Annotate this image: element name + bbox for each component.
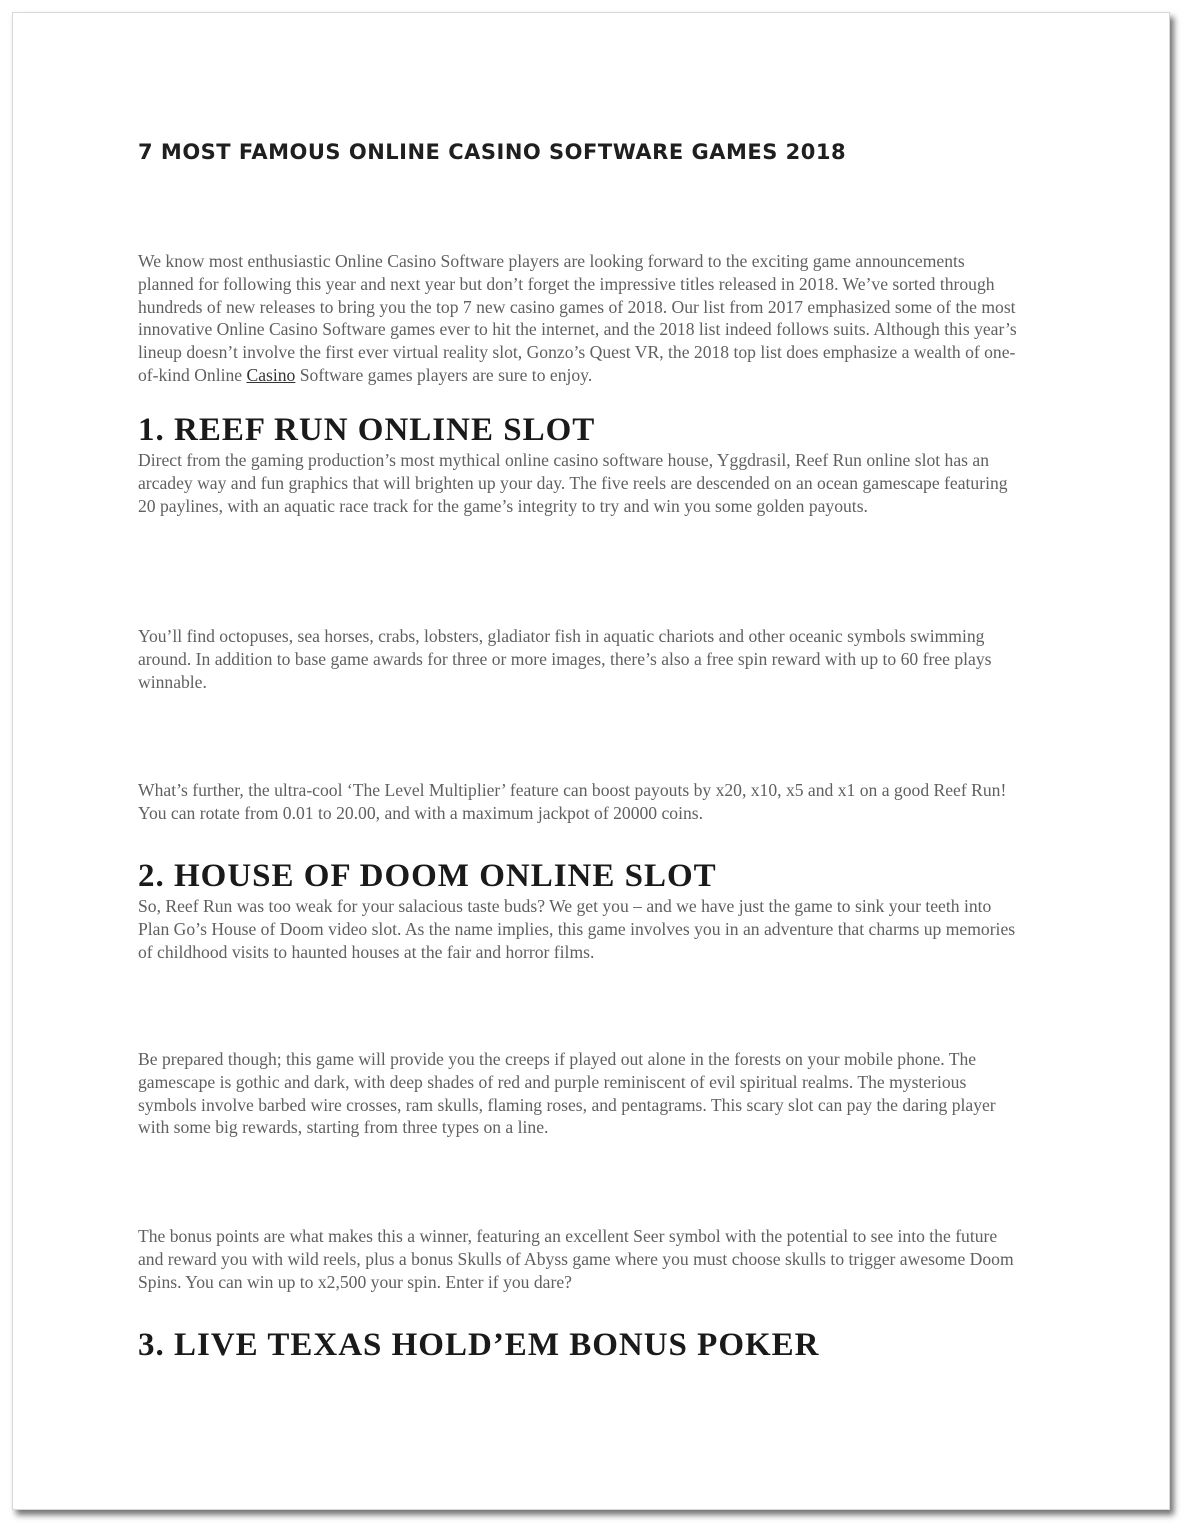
reef-run-paragraph-2: You’ll find octopuses, sea horses, crabs, lobsters, gladiator fish in aquatic chariots and other oceanic symbols swimming around. In addition to base game awards for three or more images, there’s also a free spin reward with up to 60 free plays winnable.	[138, 626, 992, 692]
reef-run-paragraph-1: Direct from the gaming production’s most mythical online casino software house, Yggdrasil, Reef Run online slot has an arcadey way and fun graphics that will brighten up your day. The five reels are descended on an ocean gamescape featuring 20 paylines, with an aquatic race track for the game’s integrity to try and win you some golden payouts.	[138, 450, 1008, 516]
house-of-doom-paragraph-3: The bonus points are what makes this a winner, featuring an excellent Seer symbol with the potential to see into the future and reward you with wild reels, plus a bonus Skulls of Abyss game where you must choose skulls to trigger awesome Doom Spins. You can win up to x2,500 your spin. Enter if you dare?	[138, 1226, 1014, 1292]
intro-text-end: Software games players are sure to enjoy.	[295, 364, 593, 385]
intro-paragraph	[138, 250, 1023, 387]
reef-run-paragraph-3: What’s further, the ultra-cool ‘The Level Multiplier’ feature can boost payouts by x20, x10, x5 and x1 on a good Reef Run! You can rotate from 0.01 to 20.00, and with a maximum jackpot of 20000 coins.	[138, 780, 1007, 823]
intro-text: We know most enthusiastic Online Casino Software players are looking forward to the exciting game announcements planned for following this year and next year but don’t forget the impressive titles released in 2018. We’ve sorted through hundreds of new releases to bring you the top 7 new casino games of 2018. Our list from 2017 emphasized some of the most innovative Online Casino Software games ever to hit the internet, and the 2018 list indeed follows suits. Although this year’s lineup doesn’t involve the first ever virtual reality slot, Gonzo’s Quest VR, the 2018 top list does emphasize a wealth of one-of-kind Online	[138, 251, 1017, 385]
section-heading-texas-holdem: 3. LIVE TEXAS HOLD’EM BONUS POKER	[138, 1327, 820, 1363]
section-heading-reef-run: 1. REEF RUN ONLINE SLOT	[138, 412, 596, 448]
house-of-doom-paragraph-2: Be prepared though; this game will provide you the creeps if played out alone in the forests on your mobile phone. The gamescape is gothic and dark, with deep shades of red and purple reminiscent of evil spiritual realms. The mysterious symbols involve barbed wire crosses, ram skulls, flaming roses, and pentagrams. This scary slot can pay the daring player with some big rewards, starting from three types on a line.	[138, 1049, 996, 1138]
document-title: 7 MOST FAMOUS ONLINE CASINO SOFTWARE GAMES 2018	[138, 140, 847, 164]
section-heading-house-of-doom: 2. HOUSE OF DOOM ONLINE SLOT	[138, 858, 717, 894]
casino-link[interactable]: Casino	[246, 364, 296, 385]
house-of-doom-paragraph-1: So, Reef Run was too weak for your salacious taste buds? We get you – and we have just the game to sink your teeth into Plan Go’s House of Doom video slot. As the name implies, this game involves you in an adventure that charms up memories of childhood visits to haunted houses at the fair and horror films.	[138, 896, 1016, 962]
